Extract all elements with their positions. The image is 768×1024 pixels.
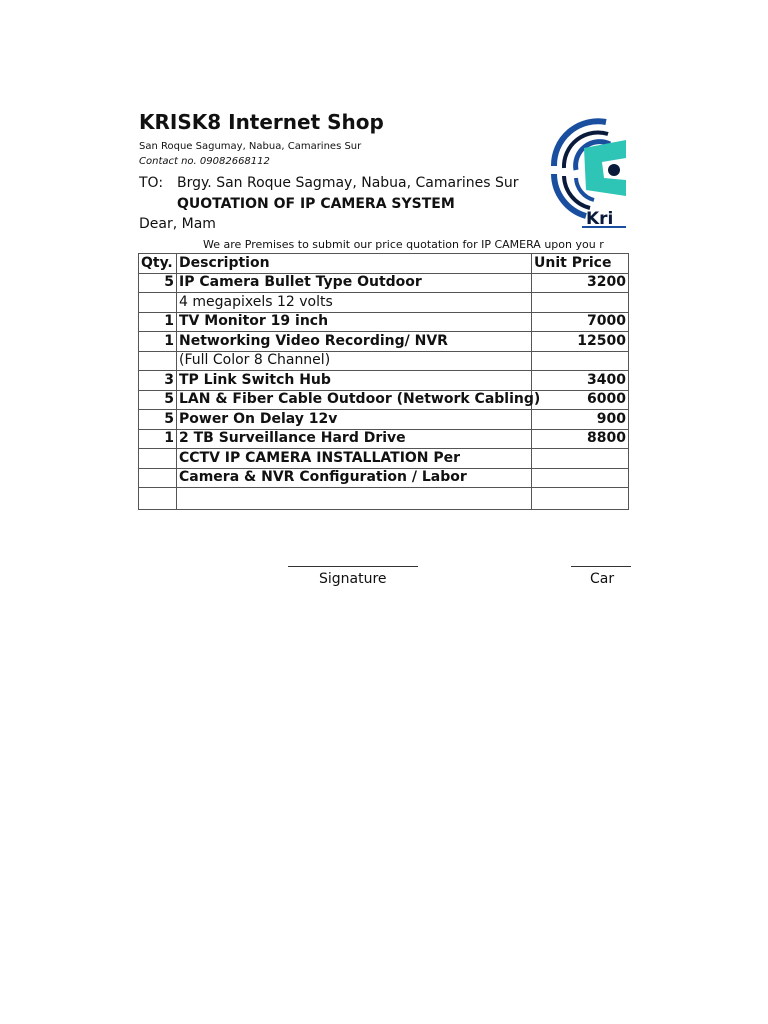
- cell-price: 3200: [532, 273, 629, 293]
- cell-description: CCTV IP CAMERA INSTALLATION Per: [177, 449, 532, 469]
- cell-price: 12500: [532, 332, 629, 352]
- cell-description: TV Monitor 19 inch: [177, 312, 532, 332]
- shop-name: KRISK8 Internet Shop: [139, 110, 384, 134]
- cell-price: [532, 488, 629, 510]
- intro-text: We are Premises to submit our price quotation for IP CAMERA upon you r: [203, 238, 604, 251]
- table-row: [139, 449, 629, 469]
- cell-qty: 5: [139, 273, 177, 293]
- header-unit-price: Unit Price: [532, 254, 629, 274]
- salutation: Dear, Mam: [139, 216, 216, 232]
- signature-line: [288, 566, 418, 567]
- header-description: Description: [177, 254, 532, 274]
- cell-description: TP Link Switch Hub: [177, 371, 532, 391]
- cell-qty: 5: [139, 390, 177, 410]
- cell-qty: 1: [139, 312, 177, 332]
- cell-qty: 1: [139, 429, 177, 449]
- table-row: [139, 332, 629, 352]
- table-row: [139, 390, 629, 410]
- second-signature-label: Car: [590, 571, 615, 587]
- table-row: [139, 293, 629, 313]
- to-address: Brgy. San Roque Sagmay, Nabua, Camarines Sur: [177, 175, 519, 191]
- cell-qty: [139, 468, 177, 488]
- table-row: [139, 351, 629, 371]
- quotation-table: [138, 253, 629, 510]
- cell-qty: [139, 293, 177, 313]
- table-row: [139, 371, 629, 391]
- cell-description: 4 megapixels 12 volts: [177, 293, 532, 313]
- table-row: [139, 429, 629, 449]
- second-signature-line: [571, 566, 631, 567]
- cell-description: LAN & Fiber Cable Outdoor (Network Cabling): [177, 390, 532, 410]
- table-row: [139, 312, 629, 332]
- cell-qty: 5: [139, 410, 177, 430]
- shop-address: San Roque Sagumay, Nabua, Camarines Sur: [139, 141, 362, 152]
- cell-price: 7000: [532, 312, 629, 332]
- shop-contact: Contact no. 09082668112: [139, 156, 270, 167]
- cell-price: 8800: [532, 429, 629, 449]
- document-title: QUOTATION OF IP CAMERA SYSTEM: [177, 196, 455, 212]
- table-header-row: [139, 254, 629, 274]
- logo-text: Kri: [586, 209, 614, 229]
- cell-description: [177, 488, 532, 510]
- cell-qty: [139, 488, 177, 510]
- cell-qty: [139, 351, 177, 371]
- table-row: [139, 468, 629, 488]
- cell-price: 6000: [532, 390, 629, 410]
- shop-logo: [546, 104, 626, 236]
- cell-description: Camera & NVR Configuration / Labor: [177, 468, 532, 488]
- cell-description: (Full Color 8 Channel): [177, 351, 532, 371]
- cell-price: [532, 468, 629, 488]
- cell-price: 3400: [532, 371, 629, 391]
- cell-price: [532, 449, 629, 469]
- signature-label: Signature: [319, 571, 387, 587]
- table-row: [139, 273, 629, 293]
- cell-qty: 1: [139, 332, 177, 352]
- cell-description: Networking Video Recording/ NVR: [177, 332, 532, 352]
- table-row: [139, 410, 629, 430]
- cell-qty: 3: [139, 371, 177, 391]
- cell-price: [532, 351, 629, 371]
- cell-description: IP Camera Bullet Type Outdoor: [177, 273, 532, 293]
- cell-description: Power On Delay 12v: [177, 410, 532, 430]
- cell-price: 900: [532, 410, 629, 430]
- cell-price: [532, 293, 629, 313]
- cell-qty: [139, 449, 177, 469]
- header-qty: Qty.: [139, 254, 177, 274]
- table-row: [139, 488, 629, 510]
- cell-description: 2 TB Surveillance Hard Drive: [177, 429, 532, 449]
- to-label: TO:: [139, 175, 164, 191]
